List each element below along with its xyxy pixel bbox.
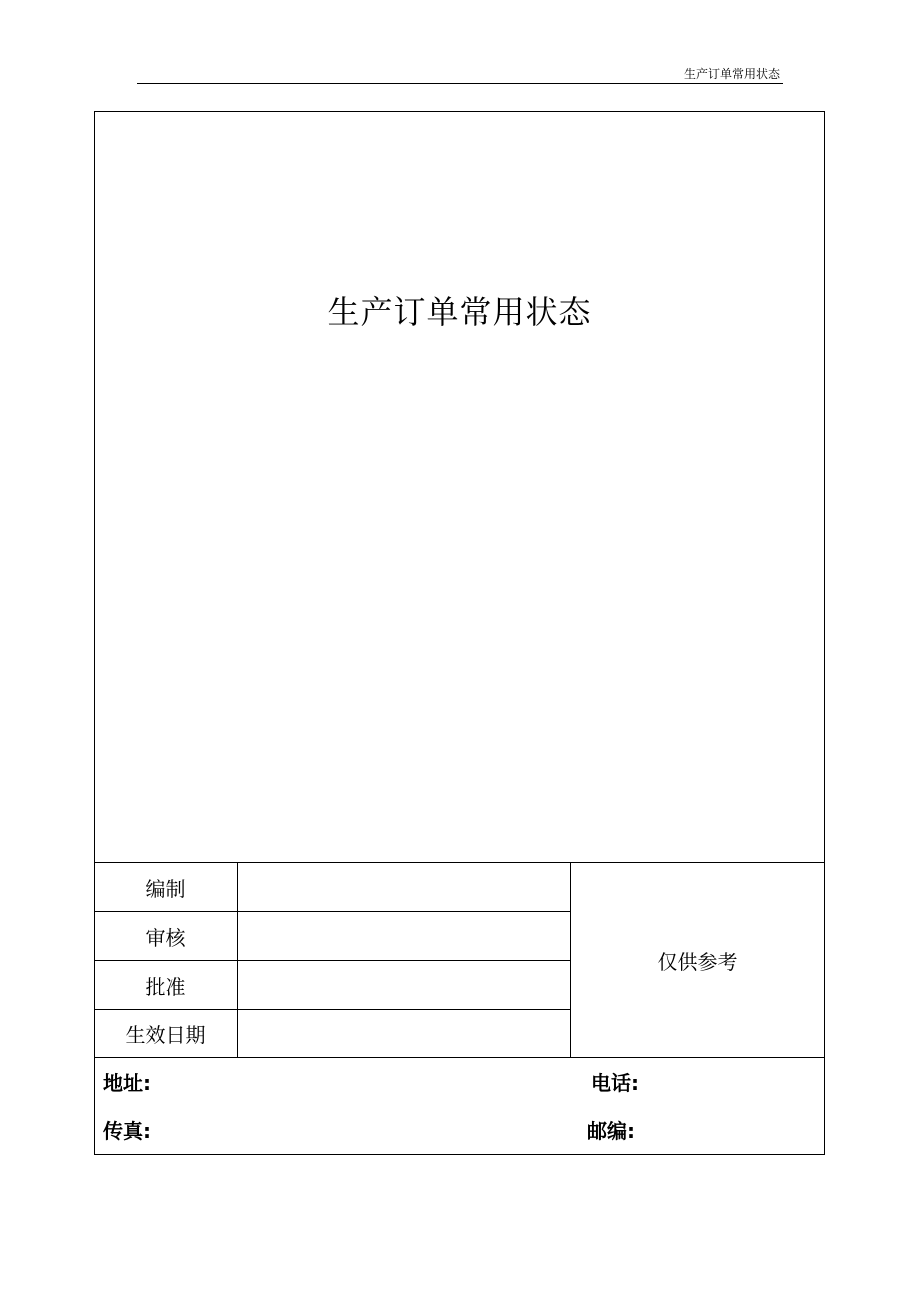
header-rule xyxy=(137,83,783,84)
signoff-table xyxy=(94,862,825,1058)
signoff-value-effective-date xyxy=(238,1010,571,1057)
signoff-value-prepared xyxy=(238,863,571,911)
running-header: 生产订单常用状态 xyxy=(683,67,780,81)
signoff-value-reviewed xyxy=(238,912,571,960)
signoff-value-approved xyxy=(238,961,571,1009)
document-title: 生产订单常用状态 xyxy=(327,293,592,331)
postcode-label: 邮编: xyxy=(587,1119,635,1143)
address-label: 地址: xyxy=(103,1071,151,1095)
signoff-label-reviewed: 审核 xyxy=(94,912,238,960)
phone-label: 电话: xyxy=(591,1071,639,1095)
reference-note: 仅供参考 xyxy=(657,949,738,974)
signoff-label-prepared: 编制 xyxy=(94,863,238,911)
signoff-label-approved: 批准 xyxy=(94,961,238,1009)
signoff-label-effective-date: 生效日期 xyxy=(94,1010,238,1057)
fax-label: 传真: xyxy=(103,1119,151,1143)
